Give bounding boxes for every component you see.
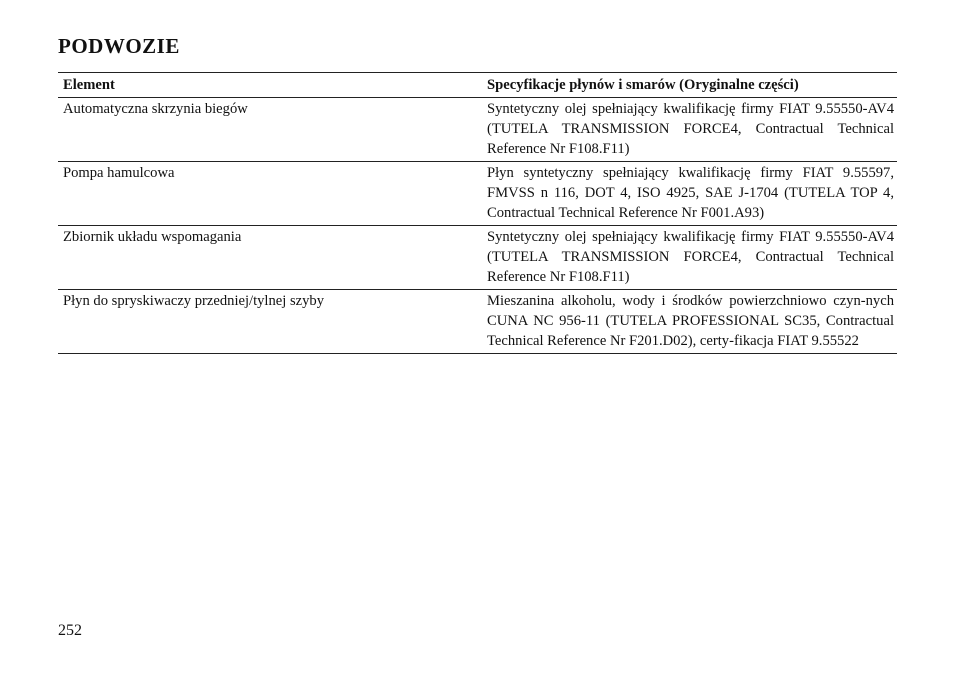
table-header-row [58, 73, 897, 98]
table-row [58, 98, 897, 162]
table-row [58, 290, 897, 354]
spec-cell: Mieszanina alkoholu, wody i środków powierzchniowo czyn-nych CUNA NC 956-11 (TUTELA PROFESSIONAL SC35, Contractual Technical Reference Nr F201.D02), certy-fikacja FIAT 9.55522 [480, 290, 897, 354]
table-row [58, 162, 897, 226]
column-header-element: Element [58, 73, 480, 98]
spec-cell: Płyn syntetyczny spełniający kwalifikację firmy FIAT 9.55597, FMVSS n 116, DOT 4, ISO 4925, SAE J-1704 (TUTELA TOP 4, Contractual Technical Reference Nr F001.A93) [480, 162, 897, 226]
page-number: 252 [58, 622, 82, 639]
spec-cell: Syntetyczny olej spełniający kwalifikację firmy FIAT 9.55550-AV4 (TUTELA TRANSMISSION FORCE4, Contractual Technical Reference Nr F108.F11) [480, 226, 897, 290]
element-cell: Zbiornik układu wspomagania [58, 226, 480, 290]
element-cell: Automatyczna skrzynia biegów [58, 98, 480, 162]
column-header-spec: Specyfikacje płynów i smarów (Oryginalne części) [480, 73, 897, 98]
section-title: PODWOZIE [58, 34, 180, 58]
spec-cell: Syntetyczny olej spełniający kwalifikację firmy FIAT 9.55550-AV4 (TUTELA TRANSMISSION FORCE4, Contractual Technical Reference Nr F108.F11) [480, 98, 897, 162]
fluids-spec-table [58, 72, 897, 354]
element-cell: Pompa hamulcowa [58, 162, 480, 226]
element-cell: Płyn do spryskiwaczy przedniej/tylnej szyby [58, 290, 480, 354]
table-row [58, 226, 897, 290]
